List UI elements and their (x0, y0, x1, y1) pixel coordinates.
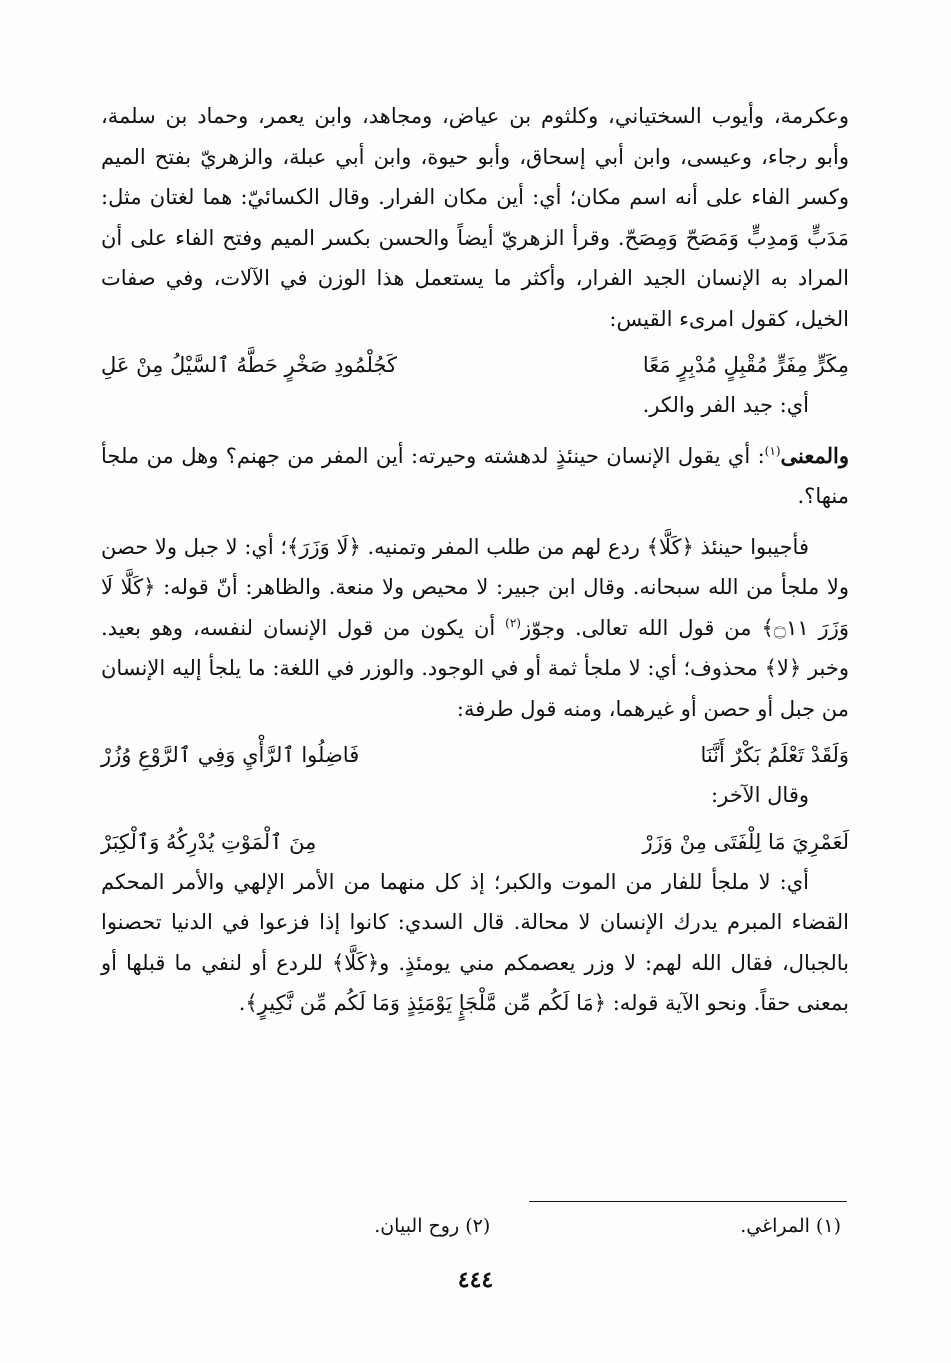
footnotes (201, 1215, 841, 1237)
kalla-text: فأجيبوا حينئذ ﴿كَلَّا﴾ ردع لهم من طلب المفر وتمنيه. ﴿لَا وَزَرَ﴾؛ أي: لا جبل ولا حصن ولا ملجأ من الله سبحانه. وقال ابن جبير: لا محيص ولا منعة. والظاهر: أنّ قوله: ﴿كَلَّا لَا وَزَرَ ۝١١﴾ من قول الله تعالى. وجوّز (101, 534, 849, 640)
verse-hemistich-second: مِنَ ٱلْمَوْتِ يُدْرِكُهُ وَٱلْكِبَرْ (101, 829, 317, 854)
footnote-1: (١) المراغي. (740, 1215, 841, 1237)
paragraph-meaning-of-verse: أي: جيد الفر والكر. (642, 393, 809, 417)
footnote-separator (529, 1201, 847, 1202)
meaning-text: : أي يقول الإنسان حينئذٍ لدهشته وحيرته: أين المفر من جهنم؟ وهل من ملجأ منها؟. (101, 443, 849, 508)
paragraph-readings: وعكرمة، وأيوب السختياني، وكلثوم بن عياض، ومجاهد، وابن يعمر، وحماد بن سلمة، وأبو رجاء، وعيسى، وابن أبي إسحاق، وأبو حيوة، وابن أبي عبلة، والزهريّ بفتح الميم وكسر الفاء على أنه اسم مكان؛ أي: أين مكان الفرار. وقال الكسائيّ: هما لغتان مثل: مَدَبٍّ وَمدِبٍّ وَمَصَحّ وَمِصَحّ. وقرأ الزهريّ أيضاً والحسن بكسر الميم وفتح الفاء على أن المراد به الإنسان الجيد الفرار، وأكثر ما يستعمل هذا الوزن في الآلات، وفي صفات الخيل، كقول امرىء القيس: (101, 104, 850, 331)
kalla-text-rest: أن يكون من قول الإنسان لنفسه، وهو بعيد. وخبر ﴿لا﴾ محذوف؛ أي: لا ملجأ ثمة أو في الوجود. والوزر في اللغة: ما يلجأ إليه الإنسان من جبل أو حصن أو غيرهما، ومنه قول طرفة: (101, 615, 849, 721)
verse-hemistich-second: فَاضِلُوا ٱلرَّأْيِ وَفِي ٱلرَّوْعِ وُزُرْ (101, 743, 360, 767)
verse-hemistich-first: وَلَقَدْ تَعْلَمُ بَكْرٌ أَنَّنَا (700, 743, 849, 767)
paragraph-meaning (101, 436, 849, 517)
verse-hemistich-first: مِكَرٍّ مِفَرٍّ مُقْبِلٍ مُدْبِرٍ مَعًا (642, 353, 849, 377)
verse-hemistich-second: كَجُلْمُودِ صَخْرٍ حَطَّهُ ٱلسَّيْلُ مِنْ عَلِ (101, 353, 398, 377)
footnote-ref-2: (٢) (505, 615, 521, 630)
footnote-ref-1: (١) (764, 443, 781, 458)
verse-tarafa (101, 735, 849, 775)
page-body (101, 96, 849, 1024)
verse-hemistich-first: لَعَمْرِيَ مَا لِلْفَتَى مِنْ وَزَرْ (642, 829, 849, 854)
page-number: ٤٤٤ (457, 1267, 494, 1293)
paragraph-no-refuge: أي: لا ملجأ للفار من الموت والكبر؛ إذ كل منهما من الأمر الإلهي والأمر المحكم القضاء المبرم يدرك الإنسان لا محالة. قال السدي: كانوا إذا فزعوا في الدنيا تحصنوا بالجبال، فقال الله لهم: لا وزر يعصمكم مني يومئذٍ. و﴿كَلَّا﴾ للردع أو لنفي ما قبلها أو بمعنى حقاً. ونحو الآية قوله: ﴿مَا لَكُم مِّن مَّلْجَإٍ يَوْمَئِذٍ وَمَا لَكُم مِّن نَّكِيرٍ﴾. (101, 869, 849, 1015)
verse-another-poet (101, 822, 849, 862)
verse-imru-al-qays (101, 345, 849, 385)
footnote-2: (٢) روح البيان. (374, 1215, 491, 1237)
meaning-lead: والمعنى (780, 442, 849, 468)
paragraph-another-poet: وقال الآخر: (711, 783, 809, 807)
paragraph-kalla (101, 527, 849, 730)
